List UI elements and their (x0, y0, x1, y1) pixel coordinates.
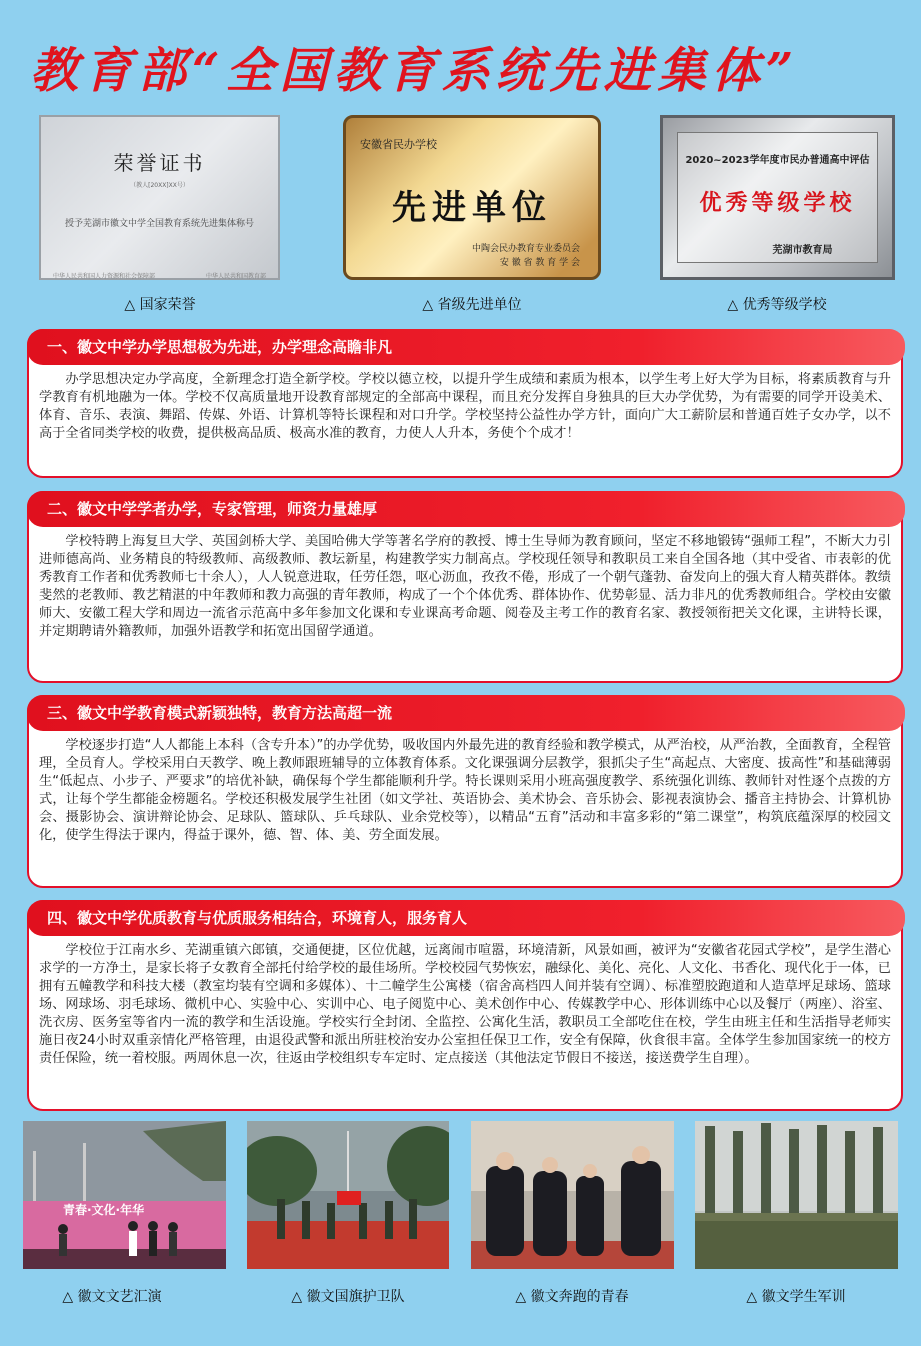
page-title: 教育部“全国教育系统先进集体” (30, 43, 800, 99)
photo-military-training (695, 1121, 898, 1269)
metal-plaque-main-text: 优秀等级学校 (699, 191, 856, 216)
section-body-2: 学校特聘上海复旦大学、英国剑桥大学、美国哈佛大学等著名学府的教授、博士生导师为教育顾问，坚定不移地锻铸“强师工程”，不断大力引进师德高尚、业务精良的特级教师、高级教师、教坛新星，构建教学实力制高点。学校现任领导和教职员工来自全国各地（其中受省、市表彰的优秀教育工作者和优秀教师七十余人），人人锐意进取，任劳任怨，呕心沥血，孜孜不倦，形成了一个朝气蓬勃、奋发向上的强大育人精英群体。教绩斐然的老教师、教艺精湛的中年教师和教力高强的青年教师，构成了一个个体优秀、群体协作、优势彰显、活力非凡的优秀教师组合。学校由安徽师大、安徽工程大学和周边一流省示范高中多年参加文化课和专业课高考命题、阅卷及主考工作的教育名家、教授领衔把关文化课，主讲特长课，并定期聘请外籍教师，加强外语教学和拓宽出国留学通道。 (39, 534, 891, 639)
section-card-2 (27, 491, 903, 683)
stage-scene-illustration (23, 1121, 226, 1269)
section-heading-3: 三、徽文中学教育模式新颖独特，教育方法高超一流 (27, 695, 905, 731)
excellent-school-plaque (660, 115, 895, 280)
photo-running-youth (471, 1121, 674, 1269)
photo-flag-guard (247, 1121, 449, 1269)
section-heading-4: 四、徽文中学优质教育与优质服务相结合，环境育人，服务育人 (27, 900, 905, 936)
award-caption-provincial: △ 省级先进单位 (422, 297, 522, 313)
section-heading-1: 一、徽文中学办学思想极为先进，办学理念高瞻非凡 (27, 329, 905, 365)
section-body-4: 学校位于江南水乡、芜湖重镇六郎镇，交通便捷，区位优越，远离闹市喧嚣，环境清新，风景如画，被评为“安徽省花园式学校”，是学生潜心求学的一方净土，是家长将子女教育全部托付给学校的最佳场所。学校校园气势恢宏，融绿化、美化、亮化、人文化、书香化、现代化于一体，已拥有五幢教学和科技大楼（教室均装有空调和多媒体）、十二幢学生公寓楼（宿舍高档四人间并装有空调）、标准塑胶跑道和人造草坪足球场、篮球场、网球场、羽毛球场、微机中心、实验中心、实训中心、电子阅览中心、美术创作中心、传媒教学中心、形体训练中心以及餐厅（两座）、浴室、洗衣房、医务室等省内一流的教学和生活设施。学校实行全封闭、全监控、公寓化生活，教职员工全部吃住在校，学生由班主任和生活指导老师实施日夜24小时双重亲情化严格管理，由退役武警和派出所驻校治安办公室担任保卫工作，安全有保障，伙食很丰富。全体学生参加国家统一的校方责任保险，统一着校服。两周休息一次，往返由学校组织专车定时、定点接送（其他法定节假日不接送，接送费学生自理）。 (39, 943, 891, 1066)
certificate-issuer-right: 中华人民共和国教育部 (205, 273, 266, 280)
photo-caption-flag-guard: △ 徽文国旗护卫队 (291, 1289, 405, 1305)
certificate-heading: 荣誉证书 (113, 151, 206, 175)
award-caption-excellent: △ 优秀等级学校 (727, 297, 827, 313)
section-heading-2: 二、徽文中学学者办学，专家管理，师资力量雄厚 (27, 491, 905, 527)
section-card-1 (27, 329, 903, 478)
photo-caption-running: △ 徽文奔跑的青春 (515, 1289, 629, 1305)
plaque-bottom-line1: 中陶会民办教育专业委员会 (471, 244, 580, 254)
military-training-illustration (695, 1121, 898, 1269)
photo-caption-military: △ 徽文学生军训 (746, 1289, 846, 1305)
certificate-issuer-left: 中华人民共和国人力资源和社会保障部 (53, 273, 156, 280)
photo-caption-performance: △ 徽文文艺汇演 (62, 1289, 162, 1305)
photo-art-performance (23, 1121, 226, 1269)
section-body-1: 办学思想决定办学高度，全新理念打造全新学校。学校以德立校，以提升学生成绩和素质为根本，以学生考上好大学为目标，将素质教育与升学教育有机地融为一体。学校不仅高质量地开设教育部规定的全部高中课程，而且充分发挥自身独具的巨大办学优势，为有需要的同学开设美术、体育、音乐、表演、舞蹈、传媒、外语、计算机等特长课程和对口升学。学校坚持公益性办学方针，面向广大工薪阶层和普通百姓子女办学，以不高于全省同类学校的收费，提供极高品质、极高水准的教育，力使人人升本，务使个个成才！ (39, 372, 891, 441)
flag-guard-illustration (247, 1121, 449, 1269)
plaque-bottom-line2: 安 徽 省 教 育 学 会 (499, 258, 580, 268)
section-card-4 (27, 900, 903, 1111)
running-students-illustration (471, 1121, 674, 1269)
metal-plaque-bottom-text: 芜湖市教育局 (772, 245, 833, 256)
provincial-advanced-plaque (343, 115, 601, 280)
certificate-line: 授予芜湖市徽文中学全国教育系统先进集体称号 (64, 219, 254, 229)
plaque-main-text: 先进单位 (392, 188, 552, 228)
award-caption-national: △ 国家荣誉 (124, 297, 196, 313)
metal-plaque-top-text: 2020~2023学年度市民办普通高中评估 (685, 155, 870, 166)
section-body-3: 学校逐步打造“人人都能上本科（含专升本）”的办学优势，吸收国内外最先进的教育经验和教学模式，从严治校，从严治教，全面教育，全程管理，全员育人。学校采用白天教学、晚上教师跟班辅导的立体教育体系。文化课强调分层教学，狠抓尖子生“高起点、大密度、拔高性”和基础薄弱生“低起点、小步子、严要求”的培优补缺，确保每个学生都能顺利升学。特长课则采用小班高强度教学、系统强化训练、教师针对性逐个点拨的方式，让每个学生都能金榜题名。学校还积极发展学生社团（如文学社、英语协会、美术协会、音乐协会、影视表演协会、播音主持协会、计算机协会、摄影协会、演讲辩论协会、足球队、篮球队、乒乓球队、业余党校等），以精品“五育”活动和丰富多彩的“第二课堂”，构筑底蕴深厚的校园文化，使学生得法于课内，得益于课外，德、智、体、美、劳全面发展。 (39, 738, 891, 843)
stage-banner-text: 青春·文化·年华 (63, 1203, 145, 1217)
plaque-top-text: 安徽省民办学校 (360, 138, 437, 151)
national-honor-certificate (39, 115, 280, 280)
section-card-3 (27, 695, 903, 888)
certificate-number: （教人[20XX]XX号） (130, 182, 189, 189)
